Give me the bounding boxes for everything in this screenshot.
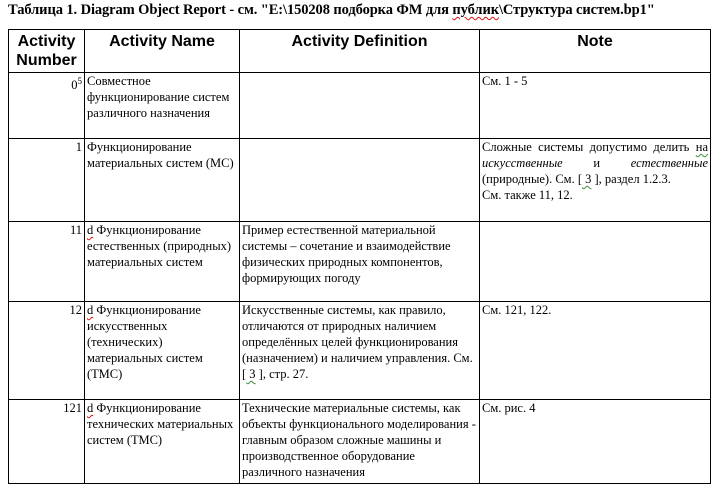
activity-name-cell: d Функционирование искусственных (технических) материальных систем (ТМС) [85,302,240,400]
table-row [9,302,711,400]
header-activity-definition: Activity Definition [240,30,480,73]
header-row [9,30,711,73]
table-row [9,139,711,222]
spellcheck-word: на [695,140,708,154]
table-caption [8,2,655,19]
name-prefix: d [87,223,94,237]
activity-number-cell: 12 [9,302,85,400]
activity-definition-cell: Пример естественной материальной системы – сочетание и взаимодействие физических природных компонентов, формирующих погоду [240,222,480,302]
caption-suffix: \Структура систем.bp1" [498,2,655,18]
caption-spellcheck-word: публик [452,2,499,18]
caption-prefix: Таблица 1. Diagram Object Report - см. "E:\150208 подборка ФМ для [8,2,453,18]
header-activity-number: Activity Number [9,30,85,73]
reference-number: 3 [246,367,256,381]
activity-definition-cell [240,139,480,222]
activity-definition-cell: Технические материальные системы, как объекты функционального моделирования - главным образом сложные машины и производственное оборудование различного назначения [240,400,480,484]
activity-definition-cell [240,73,480,139]
table-row [9,400,711,484]
activity-name-cell: Функционирование материальных систем (МС) [85,139,240,222]
activity-number-cell: 11 [9,222,85,302]
activity-definition-cell: Искусственные системы, как правило, отличаются от природных наличием определённых целей функционирования (назначением) и наличием управления. См. [ 3 ], стр. 27. [240,302,480,400]
note-cell: См. рис. 4 [480,400,711,484]
note-cell [480,222,711,302]
activity-name-cell: Совместное функционирование систем различного назначения [85,73,240,139]
activity-number-cell: 121 [9,400,85,484]
number-superscript: 5 [77,76,82,86]
activity-number-cell: 1 [9,139,85,222]
activity-name-cell: d Функционирование естественных (природных) материальных систем [85,222,240,302]
header-activity-name: Activity Name [85,30,240,73]
note-cell: Сложные системы допустимо делить на искусственные и естественные (природные). См. [ 3 ], раздел 1.2.3. См. также 11, 12. [480,139,711,222]
activity-number-cell: $0^5$ [9,73,85,139]
diagram-object-report-table [8,29,711,484]
activity-name-cell: d Функционирование технических материальных систем (ТМС) [85,400,240,484]
name-prefix: d [87,303,94,317]
name-prefix: d [87,401,94,415]
note-cell: См. 121, 122. [480,302,711,400]
table-row [9,73,711,139]
note-cell: См. 1 - 5 [480,73,711,139]
reference-number: 3 [582,172,592,186]
table-row [9,222,711,302]
header-note: Note [480,30,711,73]
